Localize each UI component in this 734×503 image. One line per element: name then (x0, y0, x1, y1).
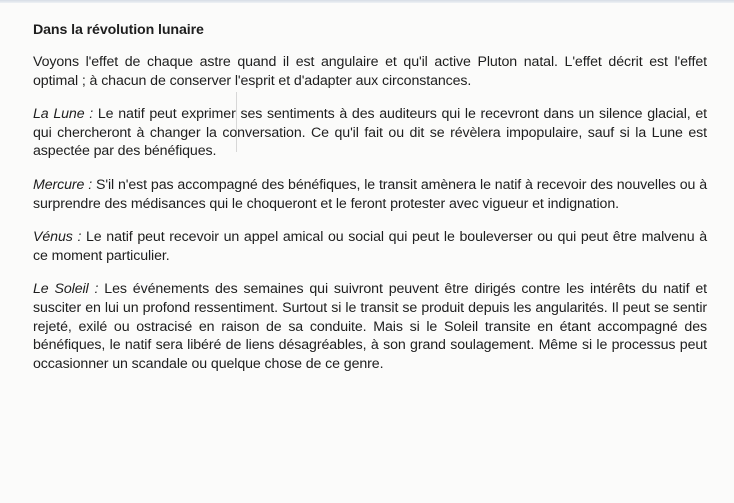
paragraph-soleil-label: Le Soleil : (33, 281, 99, 298)
paragraph-lune (33, 105, 707, 161)
paragraph-venus-text: Le natif peut recevoir un appel amical ou social qui peut le bouleverser ou qui peut être malvenu à ce moment particulier. (33, 229, 707, 264)
paragraph-soleil (33, 280, 707, 373)
paragraph-intro (33, 53, 707, 90)
paragraph-lune-text: Le natif peut exprimer ses sentiments à des auditeurs qui le recevront dans un silence glacial, et qui chercheront à changer la conversation. Ce qu'il fait ou dit se révèlera impopulaire, sauf si la Lune est aspectée par des bénéfiques. (33, 106, 707, 160)
paragraph-mercure (33, 176, 707, 213)
paragraph-venus (33, 228, 707, 265)
document-content (33, 21, 707, 388)
page-top-edge (0, 0, 734, 3)
paragraph-venus-label: Vénus : (33, 229, 82, 246)
paragraph-soleil-text: Les événements des semaines qui suivront peuvent être dirigés contre les intérêts du natif et susciter en lui un profond ressentiment. Surtout si le transit se produit depuis les angularités. Il peut se sentir rejeté, exilé ou ostracisé en raison de sa conduite. Mais si le Soleil transite en étant accompagné des bénéfiques, le natif sera libéré de liens désagréables, à son grand soulagement. Même si le processus peut occasionner un scandale ou quelque chose de ce genre. (33, 281, 707, 372)
section-heading: Dans la révolution lunaire (33, 22, 204, 38)
paragraph-mercure-text: S'il n'est pas accompagné des bénéfiques, le transit amènera le natif à recevoir des nouvelles ou à surprendre des médisances qui le choqueront et le feront protester avec vigueur et indignation. (33, 176, 707, 212)
paragraph-lune-label: La Lune : (33, 106, 94, 123)
paragraph-mercure-label: Mercure : (33, 176, 93, 193)
paragraph-intro-text: Voyons l'effet de chaque astre quand il est angulaire et qu'il active Pluton natal. L'effet décrit est l'effet optimal ; à chacun de conserver l'esprit et d'adapter aux circonstances. (33, 54, 707, 89)
